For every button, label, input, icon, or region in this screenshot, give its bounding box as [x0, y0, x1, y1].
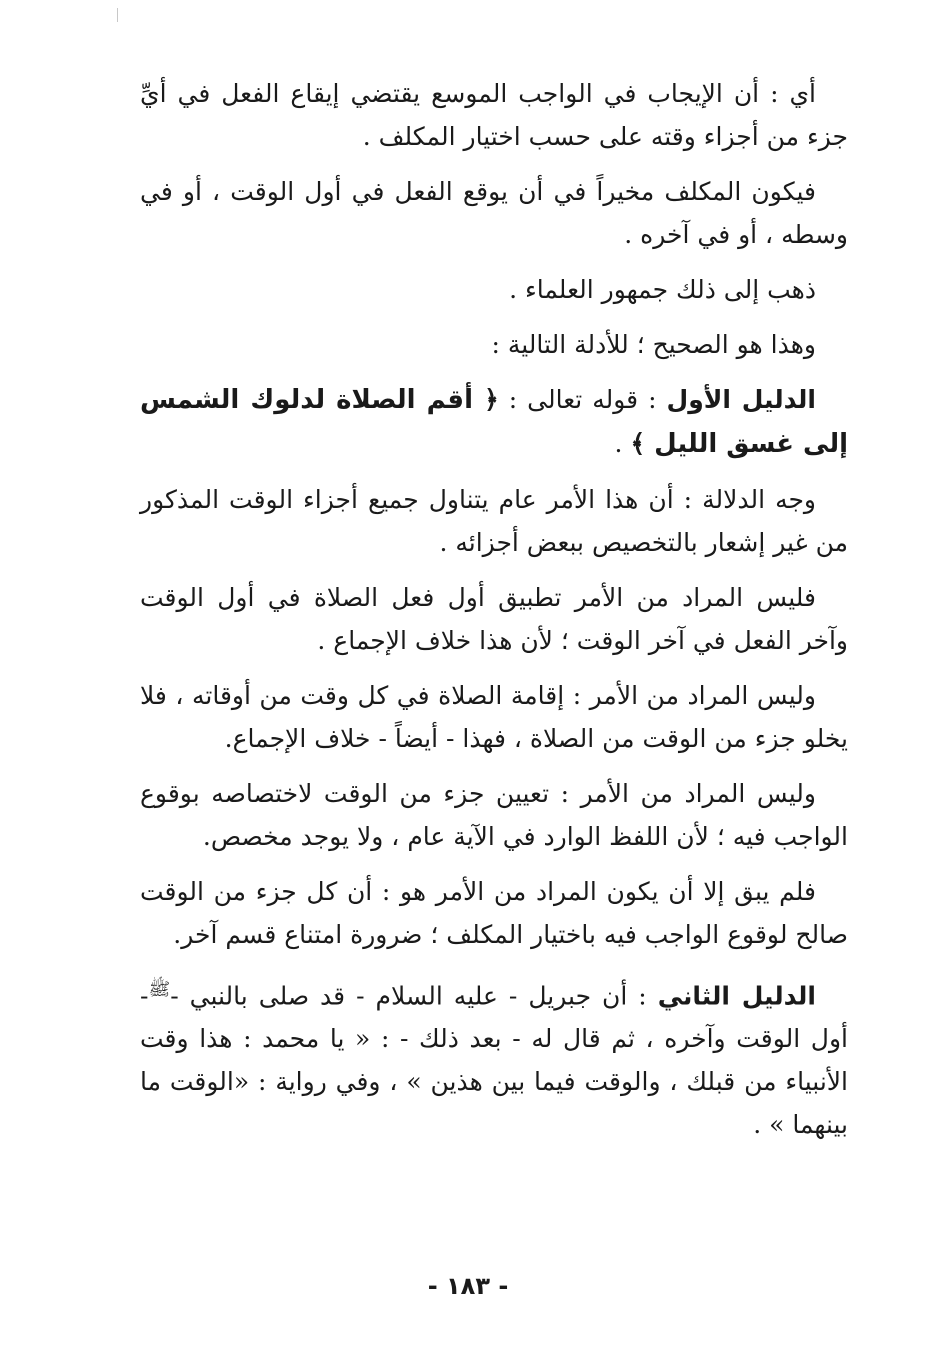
- paragraph-indication: [140, 478, 848, 564]
- paragraph-text: وليس المراد من الأمر : إقامة الصلاة في كل وقت من أوقاته ، فلا يخلو جزء من الوقت من الصلاة ، فهذا - أيضاً - خلاف الإجماع.: [140, 681, 848, 753]
- evidence-intro: : قوله تعالى :: [498, 385, 667, 414]
- quran-close-bracket: ﴾: [630, 429, 646, 458]
- paragraph-not-meant-3: [140, 772, 848, 858]
- evidence-label: الدليل الأول: [666, 385, 816, 414]
- page-number: - ١٨٣ -: [427, 1272, 509, 1300]
- paragraph-text: فيكون المكلف مخيراً في أن يوقع الفعل في أول الوقت ، أو في وسطه ، أو في آخره .: [140, 177, 848, 249]
- paragraph-definition: [140, 72, 848, 158]
- evidence-text-part1: : أن جبريل - عليه السلام - قد صلى بالنبي -: [170, 981, 658, 1011]
- paragraph-text: وليس المراد من الأمر : تعيين جزء من الوقت لاختصاصه بوقوع الواجب فيه ؛ لأن اللفظ الوارد في الآية عام ، ولا يوجد مخصص.: [140, 779, 848, 851]
- paragraph-text: وهذا هو الصحيح ؛ للأدلة التالية :: [491, 330, 816, 359]
- paragraph-conclusion: [140, 870, 848, 956]
- paragraph-text: فليس المراد من الأمر تطبيق أول فعل الصلاة في أول الوقت وآخر الفعل في آخر الوقت ؛ لأن هذا خلاف الإجماع .: [140, 583, 848, 655]
- evidence-text-part2: - أول الوقت وآخره ، ثم قال له - بعد ذلك - : « يا محمد : هذا وقت الأنبياء من قبلك ، والوقت فيما بين هذين » ، وفي رواية : «الوقت ما بينهما » .: [140, 981, 848, 1140]
- paragraph-text: فلم يبق إلا أن يكون المراد من الأمر هو : أن كل جزء من الوقت صالح لوقوع الواجب فيه باختيار المكلف ؛ ضرورة امتناع قسم آخر.: [140, 877, 848, 949]
- quran-open-bracket: ﴿: [484, 385, 499, 414]
- quran-verse: أقم الصلاة لدلوك الشمس إلى غسق الليل: [140, 385, 848, 459]
- paragraph-first-evidence: [140, 378, 848, 466]
- paragraph-text: أي : أن الإيجاب في الواجب الموسع يقتضي إيقاع الفعل في أيِّ جزء من أجزاء وقته على حسب اختيار المكلف .: [140, 79, 848, 151]
- paragraph-text: وجه الدلالة : أن هذا الأمر عام يتناول جميع أجزاء الوقت المذكور من غير إشعار بالتخصيص ببعض أجزائه .: [140, 485, 848, 557]
- paragraph-choice: [140, 170, 848, 256]
- paragraph-majority: [140, 268, 848, 311]
- paragraph-correct: [140, 323, 848, 366]
- paragraph-not-meant-1: [140, 576, 848, 662]
- paragraph-text: ذهب إلى ذلك جمهور العلماء .: [509, 275, 816, 304]
- body-text: [140, 72, 848, 1158]
- honorific-symbol: ﷺ: [148, 979, 171, 1000]
- paragraph-not-meant-2: [140, 674, 848, 760]
- evidence-label: الدليل الثاني: [657, 981, 816, 1011]
- evidence-tail: .: [614, 429, 631, 458]
- scan-mark: [117, 8, 118, 22]
- paragraph-second-evidence: [140, 968, 848, 1146]
